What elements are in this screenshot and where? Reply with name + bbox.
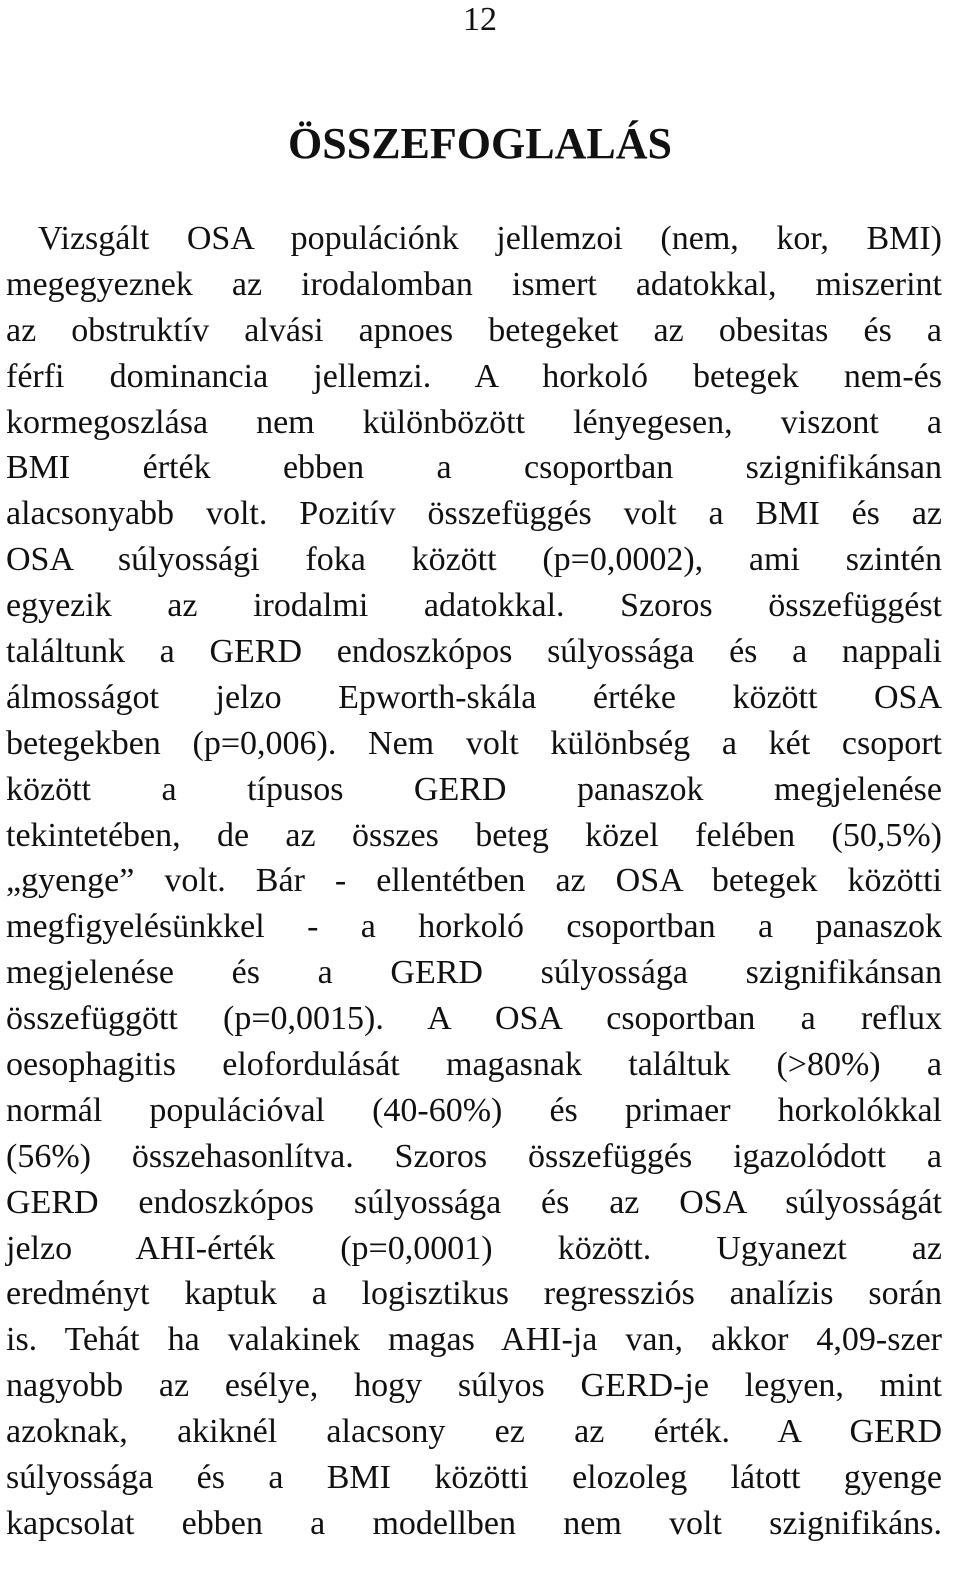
paragraph-line: között a típusos GERD panaszok megjelenése	[6, 770, 942, 808]
page-title: ÖSSZEFOGLALÁS	[288, 119, 672, 168]
paragraph-line: (56%) összehasonlítva. Szoros összefüggés igazolódott a	[6, 1137, 942, 1175]
paragraph-line: megjelenése és a GERD súlyossága szignifikánsan	[6, 954, 942, 992]
paragraph-line: kormegoszlása nem különbözött lényegesen, viszont a	[6, 403, 942, 441]
paragraph-line: tekintetében, de az összes beteg közel felében (50,5%)	[6, 816, 942, 854]
page-number: 12	[463, 1, 497, 38]
paragraph-line: az obstruktív alvási apnoes betegeket az obesitas és a	[6, 311, 942, 349]
paragraph-line: GERD endoszkópos súlyossága és az OSA súlyosságát	[6, 1183, 942, 1221]
paragraph-line: OSA súlyossági foka között (p=0,0002), ami szintén	[6, 541, 942, 579]
paragraph-line: BMI érték ebben a csoportban szignifikánsan	[6, 449, 942, 487]
paragraph-line: súlyossága és a BMI közötti elozoleg látott gyenge	[6, 1459, 942, 1497]
paragraph-line: alacsonyabb volt. Pozitív összefüggés volt a BMI és az	[6, 495, 942, 533]
paragraph-line: azoknak, akiknél alacsony ez az érték. A GERD	[6, 1413, 942, 1451]
paragraph-line: „gyenge” volt. Bár - ellentétben az OSA betegek közötti	[6, 862, 942, 900]
paragraph-line: találtunk a GERD endoszkópos súlyossága és a nappali	[6, 633, 942, 671]
paragraph-line: egyezik az irodalmi adatokkal. Szoros összefüggést	[6, 587, 942, 625]
paragraph-line: Vizsgált OSA populációnk jellemzoi (nem, kor, BMI)	[38, 220, 942, 257]
paragraph-line: megfigyelésünkkel - a horkoló csoportban a panaszok	[6, 908, 942, 946]
paragraph-line: kapcsolat ebben a modellben nem volt szignifikáns.	[6, 1504, 942, 1542]
paragraph-line: álmosságot jelzo Epworth-skála értéke között OSA	[6, 678, 942, 716]
paragraph-line: eredményt kaptuk a logisztikus regressziós analízis során	[6, 1275, 942, 1313]
paragraph-line: összefüggött (p=0,0015). A OSA csoportban a reflux	[6, 1000, 942, 1038]
paragraph-line: normál populációval (40-60%) és primaer horkolókkal	[6, 1091, 942, 1129]
paragraph-line: jelzo AHI-érték (p=0,0001) között. Ugyanezt az	[6, 1229, 942, 1267]
summary-paragraph	[6, 216, 942, 1547]
paragraph-line: betegekben (p=0,006). Nem volt különbség a két csoport	[6, 724, 942, 762]
paragraph-line: oesophagitis elofordulását magasnak találtuk (>80%) a	[6, 1046, 942, 1084]
paragraph-line: nagyobb az esélye, hogy súlyos GERD-je legyen, mint	[6, 1367, 942, 1405]
paragraph-line: férfi dominancia jellemzi. A horkoló betegek nem-és	[6, 357, 942, 395]
paragraph-line: megegyeznek az irodalomban ismert adatokkal, miszerint	[6, 265, 942, 303]
paragraph-line: is. Tehát ha valakinek magas AHI-ja van, akkor 4,09-szer	[6, 1321, 942, 1359]
